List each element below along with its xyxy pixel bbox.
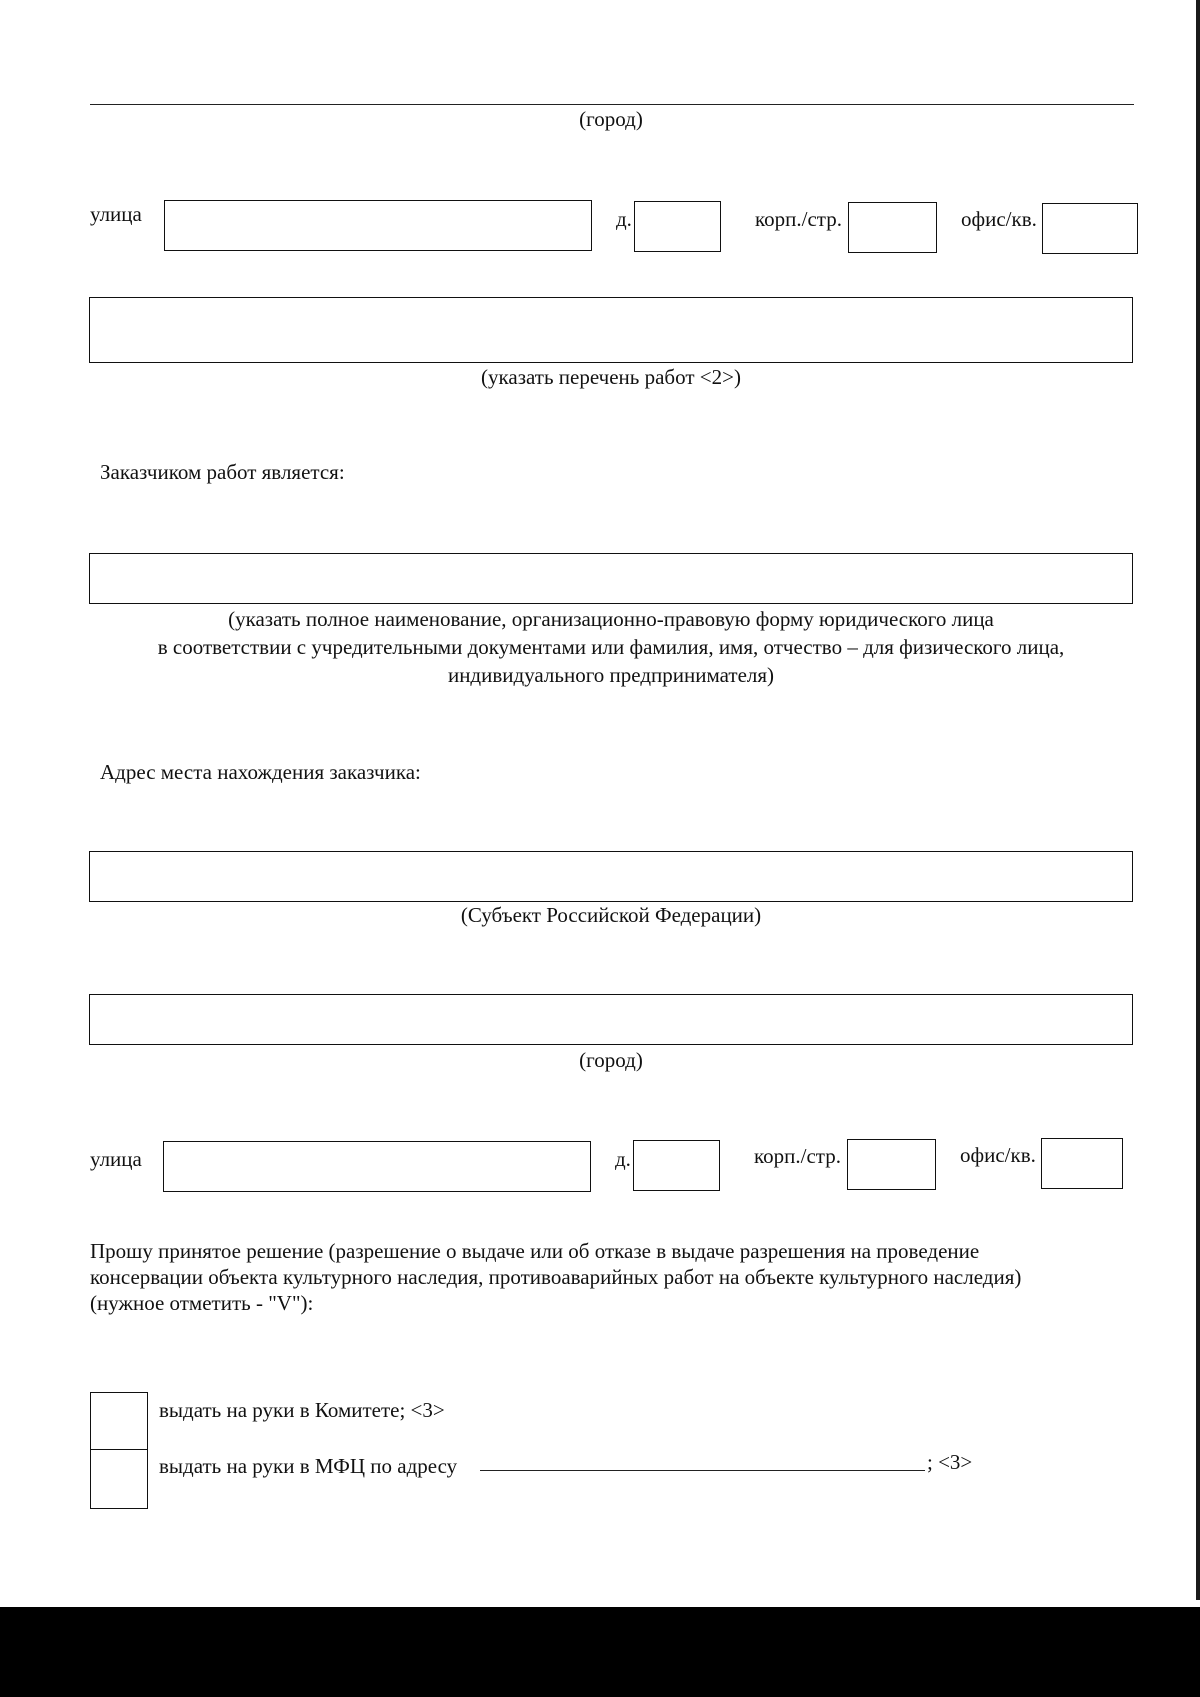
city-input[interactable] [89, 994, 1133, 1045]
building-label-2: корп./стр. [754, 1144, 841, 1168]
customer-input[interactable] [89, 553, 1133, 604]
request-line1: Прошу принятое решение (разрешение о выдаче или об отказе в выдаче разрешения на проведение [90, 1239, 980, 1263]
customer-address-heading: Адрес места нахождения заказчика: [100, 760, 421, 784]
street-input[interactable] [164, 200, 592, 251]
customer-caption-line1: (указать полное наименование, организационно-правовую форму юридического лица [228, 607, 994, 631]
works-input[interactable] [89, 297, 1133, 363]
house-input[interactable] [634, 201, 721, 252]
option-mfc-label: выдать на руки в МФЦ по адресу [159, 1454, 458, 1478]
customer-caption-line2: в соответствии с учредительными документами или фамилия, имя, отчество – для физического лица, [157, 635, 1065, 659]
mfc-address-line[interactable] [480, 1470, 925, 1471]
house-input-2[interactable] [633, 1140, 720, 1191]
option-mfc-suffix: ; <3> [927, 1450, 973, 1474]
building-input-2[interactable] [847, 1139, 936, 1190]
request-line2: консервации объекта культурного наследия, противоаварийных работ на объекте культурного наследия) [90, 1265, 1022, 1289]
request-line3: (нужное отметить - "V"): [90, 1291, 314, 1315]
request-paragraph [90, 1238, 1122, 1316]
street-label: улица [90, 202, 142, 226]
region-input[interactable] [89, 851, 1133, 902]
building-label: корп./стр. [755, 207, 842, 231]
customer-caption-line3: индивидуального предпринимателя) [447, 663, 775, 687]
city-caption-2: (город) [579, 1048, 643, 1072]
house-label: д. [616, 207, 632, 231]
option-committee-checkbox[interactable] [90, 1392, 148, 1451]
works-caption: (указать перечень работ <2>) [481, 365, 741, 389]
city-caption: (город) [579, 107, 643, 131]
scan-bottom-band [0, 1607, 1200, 1697]
customer-heading: Заказчиком работ является: [100, 460, 345, 484]
office-input-2[interactable] [1041, 1138, 1123, 1189]
office-label: офис/кв. [961, 207, 1037, 231]
city-underline [90, 104, 1134, 105]
street-label-2: улица [90, 1147, 142, 1171]
region-caption: (Субъект Российской Федерации) [460, 903, 762, 927]
office-input[interactable] [1042, 203, 1138, 254]
option-mfc-checkbox[interactable] [90, 1449, 148, 1509]
option-committee-label: выдать на руки в Комитете; <3> [159, 1398, 445, 1422]
office-label-2: офис/кв. [960, 1143, 1036, 1167]
scan-edge-shadow [1196, 0, 1200, 1600]
street-input-2[interactable] [163, 1141, 591, 1192]
house-label-2: д. [615, 1147, 631, 1171]
building-input[interactable] [848, 202, 937, 253]
